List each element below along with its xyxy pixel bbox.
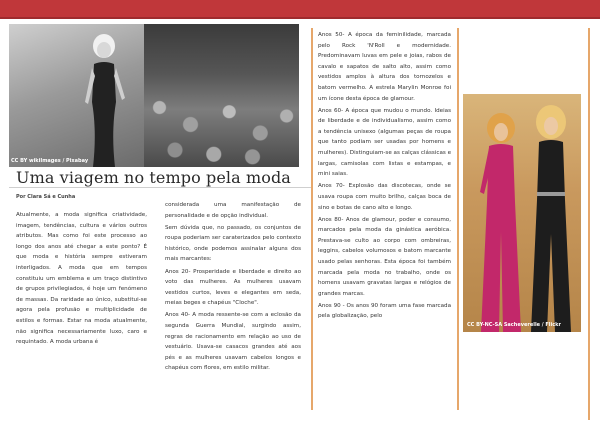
left-photo-credit: CC BY wikiImages / Pixabay — [11, 158, 89, 164]
paragraph: Anos 90 - Os anos 90 foram uma fase marcada pela globalização, pelo — [318, 302, 451, 320]
page-edge-rule — [588, 28, 590, 420]
woman-pink-jumpsuit-figure — [477, 112, 523, 332]
woman-in-dress-figure — [81, 32, 127, 167]
article-title: Uma viagem no tempo pela moda — [16, 168, 291, 187]
column-divider — [457, 28, 459, 410]
crowd-texture — [144, 82, 299, 167]
article-column-3 — [318, 30, 451, 324]
paragraph: Anos 60- A época que mudou o mundo. Ideias de liberdade e de individualismo, assim como a tendência unisexo (algumas peças de roupa que tanto podiam ser usadas por homens e mulheres). Distinguiam-se as calças clássicas e largas, camisolas com listas e estampas, e mini saias. — [318, 107, 452, 178]
paragraph: Anos 80- Anos de glamour, poder e consumo, marcados pela moda da ginástica aeróbica. Prestava-se culto ao corpo com ombreiras, leggins, cabelos volumosos e batom marcante usado pelas senhoras. Esta época foi também marcada pela moda no trabalho, onde os homens usavam gravatas largas e relógios de grandes marcas. — [318, 216, 451, 297]
paragraph: Sem dúvida que, no passado, os conjuntos de roupa poderiam ser caraterizados pelo contexto histórico, onde podemos assinalar alguns dos mais marcantes: — [165, 224, 301, 263]
article-column-2 — [165, 200, 301, 376]
paragraph: Anos 50- A época da feminilidade, marcada pelo Rock 'N'Roll e modernidade. Predominavam luvas em pele e joias, rabos de cavalo e sapatos de salto alto, assim como vestidos amplos à altura dos tornozelos e batom vermelho. A estrela Marylin Monroe foi um ícone desta época de glamour. — [318, 32, 451, 102]
article-column-1 — [16, 210, 147, 349]
right-photo-credit: CC BY-NC-SA Sacheverelle / Flickr — [467, 322, 561, 328]
top-banner — [0, 0, 600, 19]
paragraph: Anos 20- Prosperidade e liberdade e direito ao voto das mulheres. As mulheres usavam vestidos curtos, leves e elegantes em seda, meias beges e chapéus "Cloche". — [165, 268, 301, 307]
paragraph: Anos 70- Explosão das discotecas, onde se usava roupa com muito brilho, calças boca de sino e botas de cano alto e longo. — [318, 183, 451, 211]
column-divider — [311, 28, 313, 410]
paragraph: Anos 40- A moda ressente-se com a eclosão da segunda Guerra Mundial, surgindo assim, regras de racionamento em relação ao uso de vestuário. Usava-se casacos grandes até aos pés e as mulheres usavam cabelos longos e chapéus com flores, em estilo militar. — [165, 312, 301, 372]
article-byline: Por Clara Sá e Cunha — [16, 194, 76, 200]
paragraph: considerada uma manifestação de personalidade e de opção individual. — [165, 202, 301, 219]
historic-photo-collage — [9, 24, 299, 167]
title-divider — [9, 187, 312, 188]
woman-black-outfit-figure — [529, 104, 573, 332]
paragraph: Atualmente, a moda significa criatividade, imagem, tendências, cultura e vários outros atributos. Mas como foi este processo ao longo dos anos até chegar a este ponto? É que moda e história sempre estiveram interligados. A moda que em tempos constituiu um emblema e um traço distintivo de grupos privilegiados, é hoje um fenómeno de massas. Da raridade ao único, substitui-se agora pela profusão e multiplicidade de estilos e formas. Estar na moda atualmente, não significa necessariamente luxo, caro e requintado. A moda urbana é — [16, 212, 147, 346]
seventies-fashion-photo — [463, 94, 581, 332]
